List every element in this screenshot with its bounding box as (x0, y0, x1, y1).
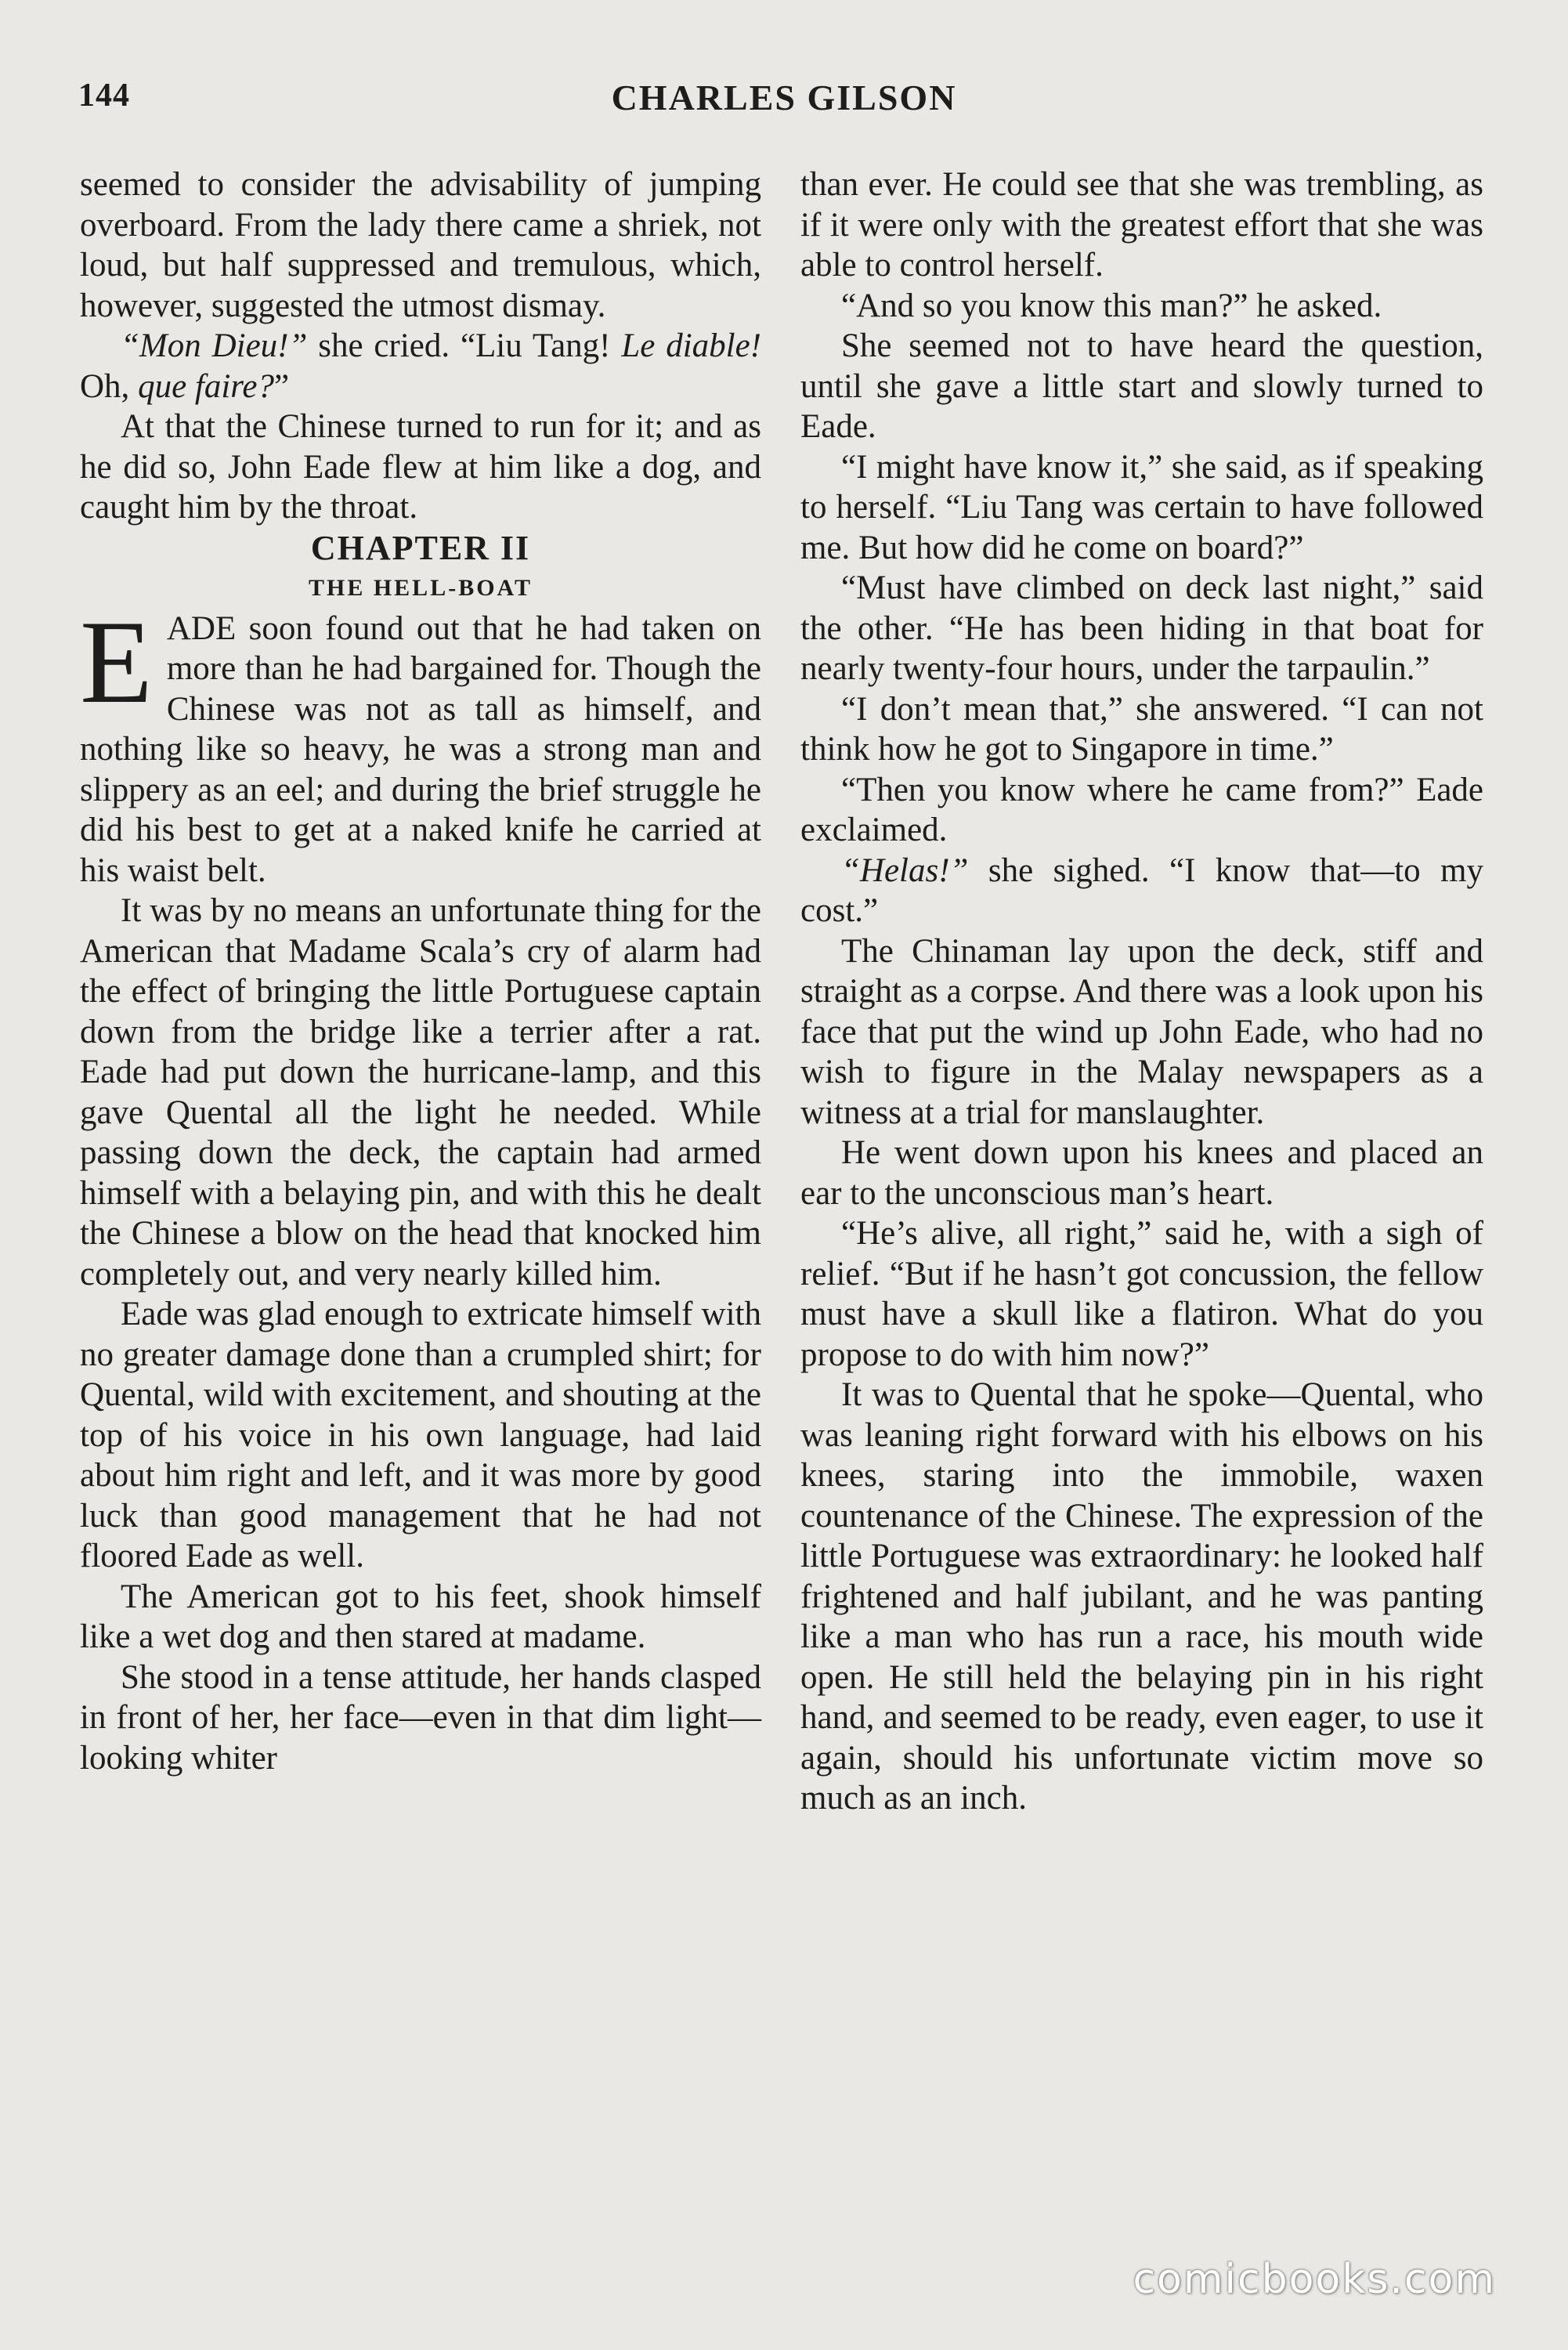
paragraph: He went down upon his knees and placed an ear to the unconscious man’s heart. (800, 1134, 1483, 1212)
paragraph: She seemed not to have heard the question, until she gave a little start and slowly turned to Eade. (800, 327, 1483, 445)
paragraph: The Chinaman lay upon the deck, stiff and straight as a corpse. And there was a look upon his face that put the wind up John Eade, who had no wish to figure in the Malay newspapers as a witness at a trial for manslaughter. (800, 932, 1483, 1131)
paragraph: “And so you know this man?” he asked. (841, 287, 1382, 324)
paragraph: At that the Chinese turned to run for it; and as he did so, John Eade flew at him like a dog, and caught him by the throat. (80, 408, 761, 526)
paragraph (80, 595, 761, 891)
page-number: 144 (78, 78, 130, 114)
paragraph: “I don’t mean that,” she answered. “I can not think how he got to Singapore in time.” (800, 690, 1483, 768)
paragraph: Eade was glad enough to extricate himself with no greater damage done than a crumpled shirt; for Quental, wild with excitement, and shouting at the top of his voice in his own language, had laid about him right and left, and it was more by good luck than good management that he had not floored Eade as well. (80, 1296, 761, 1574)
paragraph: “He’s alive, all right,” said he, with a sigh of relief. “But if he hasn’t got concussion, the fellow must have a skull like a flatiron. What do you propose to do with him now?” (800, 1215, 1483, 1373)
paragraph: “Must have climbed on deck last night,” said the other. “He has been hiding in that boat for nearly twenty-four hours, under the tarpaulin.” (800, 569, 1483, 687)
right-column (800, 164, 1483, 1819)
paragraph: The American got to his feet, shook himself like a wet dog and then stared at madame. (80, 1578, 761, 1655)
paragraph: “I might have know it,” she said, as if speaking to herself. “Liu Tang was certain to have followed me. But how did he come on board?” (800, 448, 1483, 566)
chapter-subtitle: THE HELL-BOAT (308, 575, 533, 601)
paragraph: “Then you know where he came from?” Eade exclaimed. (800, 771, 1483, 848)
paragraph (800, 851, 1483, 931)
french-exclamation: “Mon Dieu!” (121, 327, 308, 364)
left-column (80, 164, 761, 1778)
paragraph: She stood in a tense attitude, her hands clasped in front of her, her face—even in that dim light—looking whiter (80, 1658, 761, 1777)
paragraph: It was to Quental that he spoke—Quental, who was leaning right forward with his elbows on his knees, staring into the immobile, waxen countenance of the Chinese. The expression of the little Portuguese was extraordinary: he looked half frightened and half jubilant, and he was panting like a man who has run a race, his mouth wide open. He still held the belaying pin in his right hand, and seemed to be ready, even eager, to use it again, should his unfortunate victim move so much as an inch. (800, 1376, 1483, 1817)
text-run: ” (274, 367, 290, 405)
french-exclamation: Le diable! (621, 327, 761, 364)
paragraph: than ever. He could see that she was trembling, as if it were only with the greatest effort that she was able to control herself. (800, 166, 1483, 284)
french-exclamation: “Helas!” (841, 851, 969, 889)
running-head: CHARLES GILSON (611, 78, 957, 118)
drop-cap: E (80, 595, 153, 728)
text-run: ADE soon found out that he had taken on more than he had bargained for. Though the Chinese was not as tall as himself, and nothing like so heavy, he was a strong man and slippery as an eel; and during the brief struggle he did his best to get at a naked knife he carried at his waist belt. (80, 609, 761, 889)
paragraph (80, 326, 761, 407)
text-run: she cried. “Liu Tang! (307, 327, 622, 364)
paragraph: It was by no means an unfortunate thing for the American that Madame Scala’s cry of alarm had the effect of bringing the little Portuguese captain down from the bridge like a terrier after a rat. Eade had put down the hurricane-lamp, and this gave Quental all the light he needed. While passing down the deck, the captain had armed himself with a belaying pin, and with this he dealt the Chinese a blow on the head that knocked him completely out, and very nearly killed him. (80, 892, 761, 1292)
text-run: she sighed. “I know that—to my cost.” (800, 851, 1483, 929)
french-exclamation: que faire? (138, 367, 275, 405)
text-run: Oh, (80, 367, 139, 405)
watermark-logo: comicbooks.com (1133, 2256, 1496, 2303)
paragraph: seemed to consider the advisability of jumping overboard. From the lady there came a shriek, not loud, but half suppressed and tremulous, which, however, suggested the utmost dismay. (80, 166, 761, 324)
chapter-title: CHAPTER II (310, 528, 531, 567)
